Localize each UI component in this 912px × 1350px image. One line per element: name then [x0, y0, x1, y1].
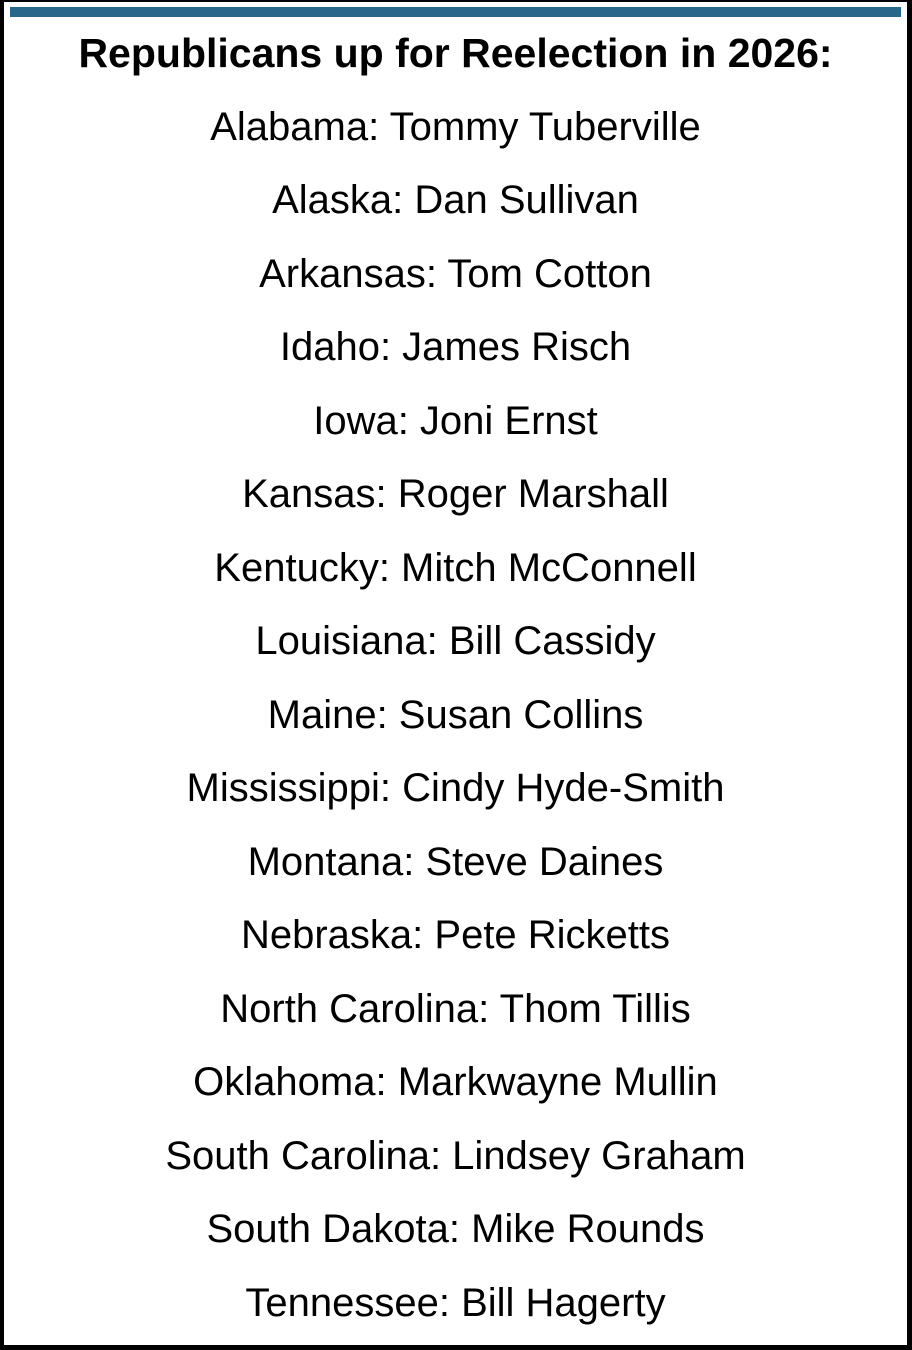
list-item: South Dakota: Mike Rounds: [206, 1207, 705, 1252]
senator-list: [4, 17, 907, 1340]
list-item: Montana: Steve Daines: [247, 839, 664, 884]
list-item: Alabama: Tommy Tuberville: [210, 104, 701, 149]
list-item: Kansas: Roger Marshall: [242, 472, 669, 517]
page-title: Republicans up for Reelection in 2026:: [78, 30, 833, 77]
list-item: Iowa: Joni Ernst: [313, 398, 598, 443]
list-item: Arkansas: Tom Cotton: [259, 251, 652, 296]
list-item: North Carolina: Thom Tillis: [220, 986, 691, 1031]
top-accent-rule: [10, 7, 901, 17]
list-item: Alaska: Dan Sullivan: [272, 178, 639, 223]
list-item: Louisiana: Bill Cassidy: [255, 619, 656, 664]
list-item: Mississippi: Cindy Hyde-Smith: [186, 766, 725, 811]
list-item: Maine: Susan Collins: [267, 692, 644, 737]
list-item: Nebraska: Pete Ricketts: [240, 913, 671, 958]
list-item: Idaho: James Risch: [279, 325, 632, 370]
list-item: Tennessee: Bill Hagerty: [245, 1280, 666, 1325]
list-item: Kentucky: Mitch McConnell: [214, 545, 697, 590]
list-item: South Carolina: Lindsey Graham: [165, 1133, 746, 1178]
list-item: Oklahoma: Markwayne Mullin: [193, 1060, 718, 1105]
